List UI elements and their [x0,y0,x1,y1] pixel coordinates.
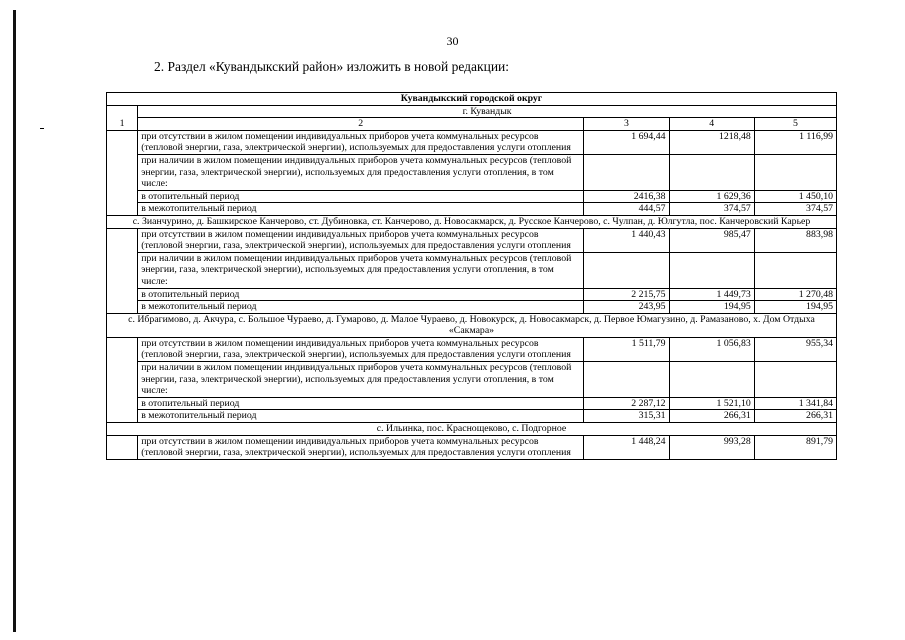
table-row [107,130,837,154]
table-row [107,410,837,423]
table-row [107,397,837,410]
value-cell: 374,57 [669,203,754,216]
row-label: при отсутствии в жилом помещении индивидуальных приборов учета коммунальных ресурсов (тепловой энергии, газа, электрической энергии), используемых для предоставления услуги отопления [138,228,584,252]
section-title-row [107,215,837,228]
row-label: при отсутствии в жилом помещении индивидуальных приборов учета коммунальных ресурсов (тепловой энергии, газа, электрической энергии), используемых для предоставления услуги отопления [138,130,584,154]
value-cell: 194,95 [669,301,754,314]
value-cell: 1 270,48 [754,288,836,301]
value-cell: 1 694,44 [584,130,669,154]
row-label: в межотопительный период [138,301,584,314]
value-cell: 883,98 [754,228,836,252]
value-cell: 2416,38 [584,190,669,203]
value-cell: 1 056,83 [669,337,754,361]
section-title-row [107,313,837,337]
value-cell [584,362,669,398]
col-header-2: 2 [138,118,584,131]
value-cell: 1 341,84 [754,397,836,410]
row-group-cell [107,435,138,459]
row-label: при наличии в жилом помещении индивидуальных приборов учета коммунальных ресурсов (тепловой энергии, газа, электрической энергии), используемых для предоставления услуги отопления, в том числе: [138,154,584,190]
row-group-cell [107,130,138,215]
value-cell: 993,28 [669,435,754,459]
value-cell [669,362,754,398]
value-cell: 194,95 [754,301,836,314]
section-title: с. Зианчурино, д. Башкирское Канчерово, ст. Дубиновка, ст. Канчерово, д. Новосакмарск, д. Русское Канчерово, с. Чулпан, д. Юлгутла, пос. Канчеровский Карьер [107,215,837,228]
value-cell [669,252,754,288]
value-cell: 1 448,24 [584,435,669,459]
row-label: в межотопительный период [138,410,584,423]
table-row [107,228,837,252]
table-row [107,252,837,288]
table-title: Кувандыкский городской округ [107,93,837,106]
value-cell: 1 116,99 [754,130,836,154]
section-title: с. Ибрагимово, д. Акчура, с. Большое Чураево, д. Гумарово, д. Малое Чураево, д. Новокурск, д. Новосакмарск, д. Первое Юмагузино, д. Рамазаново, х. Дом Отдыха «Сакмара» [107,313,837,337]
table-row [107,337,837,361]
value-cell: 2 215,75 [584,288,669,301]
value-cell: 1 629,36 [669,190,754,203]
section-title-row [107,423,837,436]
value-cell [584,252,669,288]
col-header-4: 4 [669,118,754,131]
value-cell [754,252,836,288]
table-row [107,362,837,398]
table-title-row [107,93,837,106]
page-number: 30 [446,34,459,48]
value-cell: 985,47 [669,228,754,252]
value-cell [754,362,836,398]
first-section-row [107,105,837,118]
row-label: в межотопительный период [138,203,584,216]
row-label: в отопительный период [138,190,584,203]
value-cell: 266,31 [669,410,754,423]
row-group-cell [107,337,138,422]
value-cell: 2 287,12 [584,397,669,410]
value-cell: 374,57 [754,203,836,216]
section-title: с. Ильинка, пос. Краснощеково, с. Подгорное [107,423,837,436]
value-cell: 266,31 [754,410,836,423]
table-row [107,301,837,314]
value-cell [584,154,669,190]
value-cell: 1218,48 [669,130,754,154]
col-header-1: 1 [107,105,138,130]
value-cell: 315,31 [584,410,669,423]
value-cell: 891,79 [754,435,836,459]
row-label: при отсутствии в жилом помещении индивидуальных приборов учета коммунальных ресурсов (тепловой энергии, газа, электрической энергии), используемых для предоставления услуги отопления [138,337,584,361]
value-cell: 243,95 [584,301,669,314]
value-cell [669,154,754,190]
value-cell: 1 449,73 [669,288,754,301]
value-cell: 955,34 [754,337,836,361]
column-header-row [107,118,837,131]
section-title: г. Кувандык [138,105,837,118]
row-label: при наличии в жилом помещении индивидуальных приборов учета коммунальных ресурсов (тепловой энергии, газа, электрической энергии), используемых для предоставления услуги отопления, в том числе: [138,362,584,398]
value-cell: 1 521,10 [669,397,754,410]
row-label: при отсутствии в жилом помещении индивидуальных приборов учета коммунальных ресурсов (тепловой энергии, газа, электрической энергии), используемых для предоставления услуги отопления [138,435,584,459]
tariff-table [106,92,837,460]
row-label: при наличии в жилом помещении индивидуальных приборов учета коммунальных ресурсов (тепловой энергии, газа, электрической энергии), используемых для предоставления услуги отопления, в том числе: [138,252,584,288]
table-row [107,203,837,216]
value-cell: 1 511,79 [584,337,669,361]
binder-edge [13,10,16,632]
table-row [107,190,837,203]
section-heading: 2. Раздел «Кувандыкский район» изложить в новой редакции: [154,59,510,74]
col-header-3: 3 [584,118,669,131]
table-row [107,288,837,301]
value-cell: 1 440,43 [584,228,669,252]
value-cell: 444,57 [584,203,669,216]
value-cell [754,154,836,190]
value-cell: 1 450,10 [754,190,836,203]
row-label: в отопительный период [138,397,584,410]
col-header-5: 5 [754,118,836,131]
margin-mark [40,128,44,129]
table-row [107,154,837,190]
table-row [107,435,837,459]
row-group-cell [107,228,138,313]
row-label: в отопительный период [138,288,584,301]
